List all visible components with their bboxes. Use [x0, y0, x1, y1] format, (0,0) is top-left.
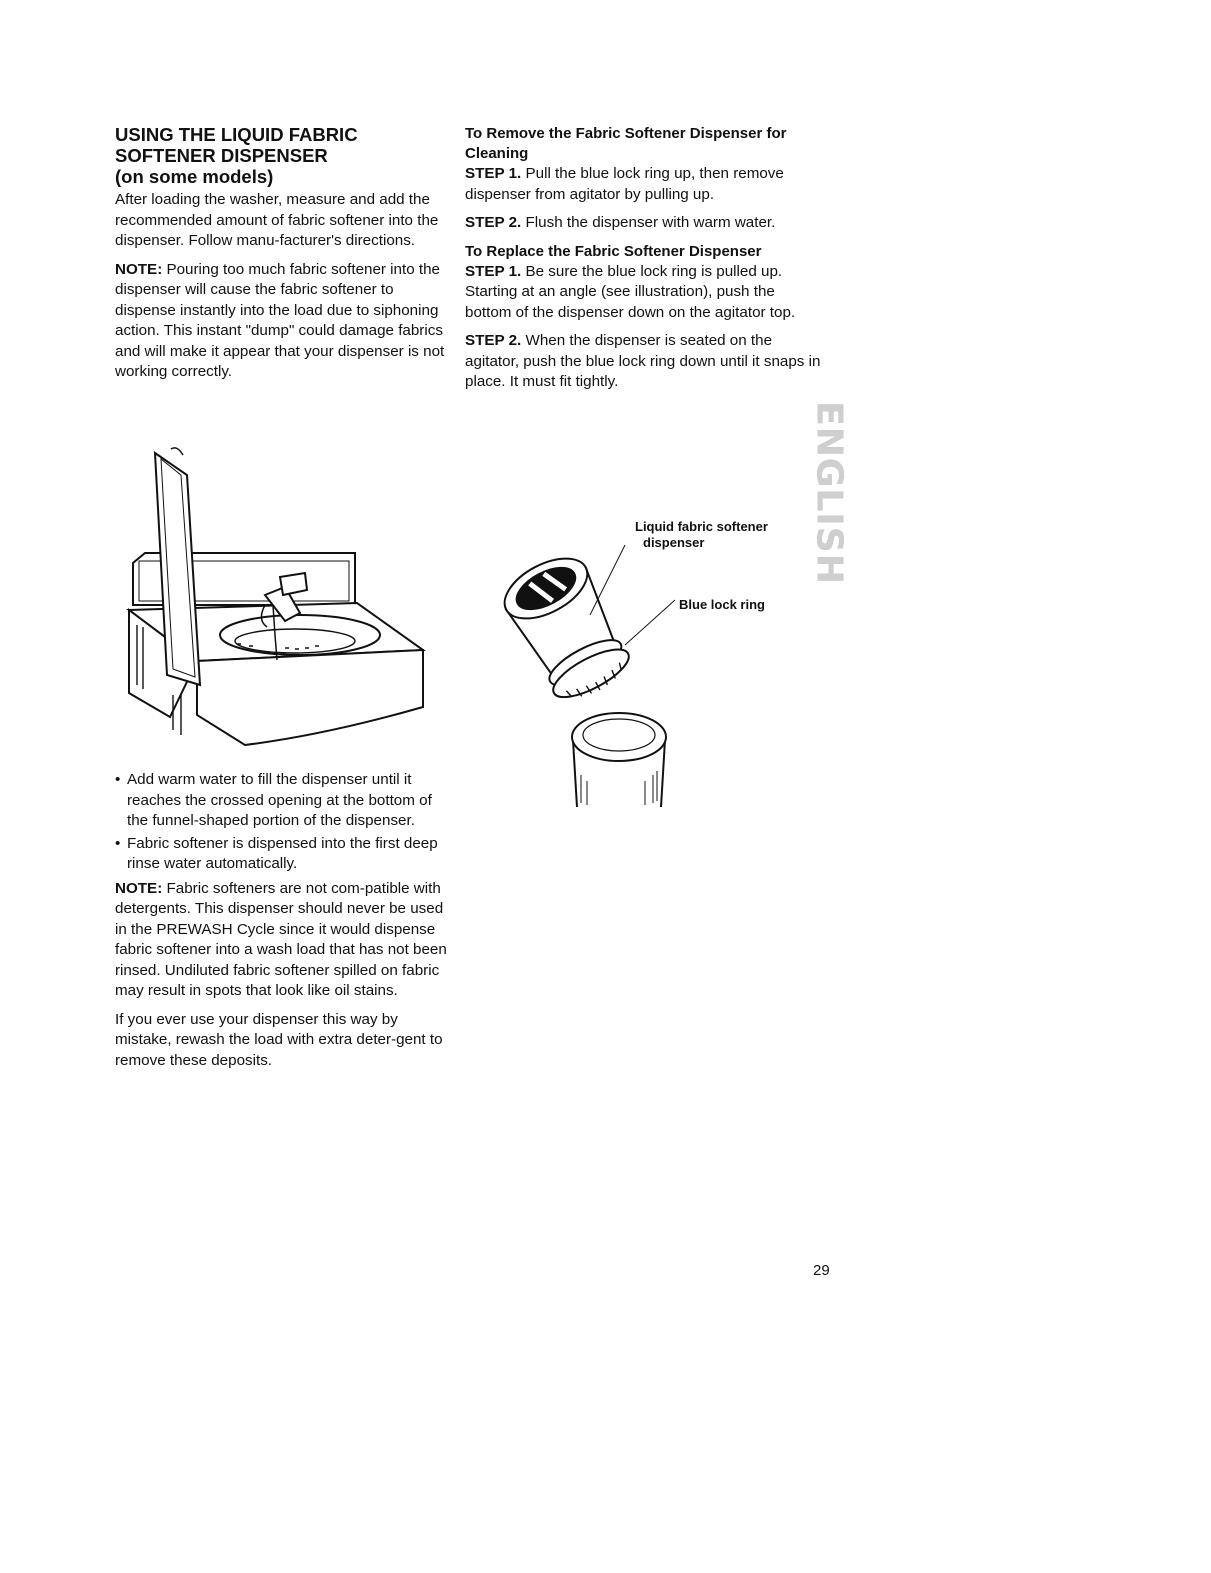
left-column: [115, 124, 455, 391]
callout-ring: Blue lock ring: [679, 597, 765, 612]
note-label: NOTE:: [115, 260, 163, 278]
step-label: STEP 1.: [465, 262, 522, 280]
step-text: Flush the dispenser with warm water.: [521, 214, 776, 231]
language-side-tab: [808, 401, 850, 585]
note-paragraph-1: [115, 260, 455, 383]
note-text: Pouring too much fabric softener into the dispenser will cause the fabric softener to dispense instantly into the load due to siphoning action. This instant "dump" could damage fabrics and will make it appear that your dispenser is not working correctly.: [115, 260, 445, 380]
replace-step-2: [465, 331, 825, 393]
callout-dispenser: [635, 519, 768, 551]
list-item: • Add warm water to fill the dispenser until it reaches the crossed opening at the bottom of the funnel-shaped portion of the dispenser.: [115, 770, 455, 832]
section-heading-line1: USING THE LIQUID FABRIC: [115, 124, 358, 145]
bullet-list: [115, 770, 455, 875]
step-text: When the dispenser is seated on the agitator, push the blue lock ring down until it snaps in place. It must fit tightly.: [465, 332, 821, 390]
step-text: Be sure the blue lock ring is pulled up. Starting at an angle (see illustration), push the bottom of the dispenser down on the agitator top.: [465, 262, 796, 321]
remove-step-1: [465, 164, 825, 205]
left-column-lower: [115, 770, 455, 1079]
list-item: • Fabric softener is dispensed into the first deep rinse water automatically.: [115, 834, 455, 875]
note-text: Fabric softeners are not com-patible with detergents. This dispenser should never be used in the PREWASH Cycle since it would dispense fabric softener into a wash load that has not been rinsed. Undiluted fabric softener spilled on fabric may result in spots that look like oil stains.: [115, 879, 447, 999]
note-label: NOTE:: [115, 879, 163, 897]
replace-heading: To Replace the Fabric Softener Dispenser: [465, 242, 762, 260]
dispenser-illustration: [495, 545, 695, 810]
right-column: [465, 124, 825, 401]
step-label: STEP 2.: [465, 332, 522, 349]
step-text: Pull the blue lock ring up, then remove dispenser from agitator by pulling up.: [465, 165, 784, 203]
remove-step-2: [465, 213, 825, 234]
callout-line: Liquid fabric softener: [635, 519, 768, 534]
washer-illustration: [125, 445, 435, 755]
side-tab-label: ENGLISH: [808, 401, 850, 585]
section-subheading: (on some models): [115, 166, 274, 187]
callout-line: dispenser: [643, 535, 705, 550]
section-heading-line2: SOFTENER DISPENSER: [115, 145, 328, 166]
step-label: STEP 2.: [465, 214, 522, 231]
note-paragraph-2: [115, 879, 455, 1002]
step-label: STEP 1.: [465, 165, 522, 182]
page-number: 29: [813, 1262, 830, 1279]
closing-paragraph: If you ever use your dispenser this way by mistake, rewash the load with extra deter-gent to remove these deposits.: [115, 1010, 443, 1069]
remove-heading: To Remove the Fabric Softener Dispenser for Cleaning: [465, 125, 787, 162]
replace-step-1: [465, 262, 825, 324]
intro-paragraph: After loading the washer, measure and add the recommended amount of fabric softener into the dispenser. Follow manu-facturer's directions.: [115, 191, 439, 249]
